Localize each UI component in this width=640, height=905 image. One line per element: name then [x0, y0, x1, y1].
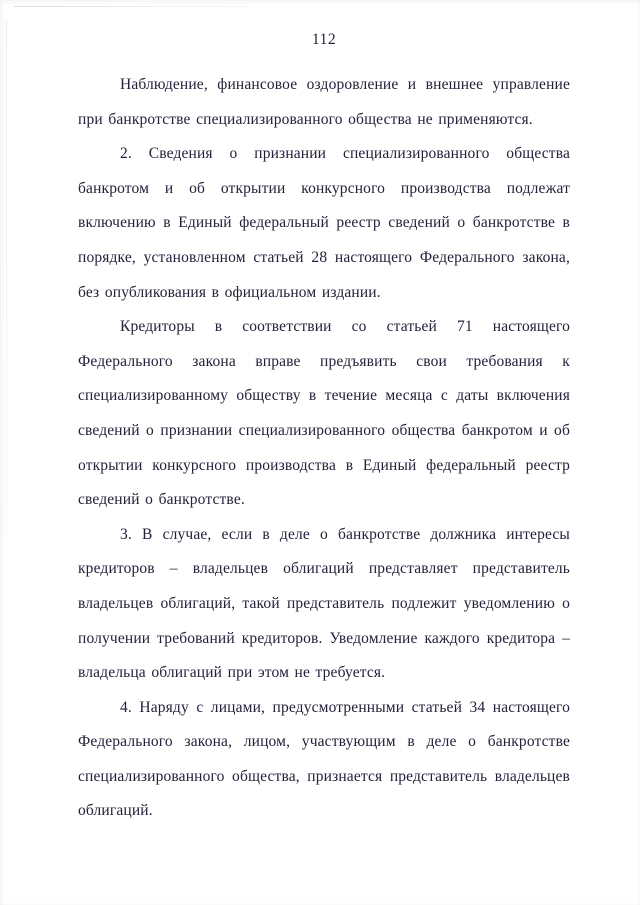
document-text-block [78, 68, 570, 829]
paragraph: Наблюдение, финансовое оздоровление и внешнее управление при банкротстве специализированного общества не применяются. [78, 76, 570, 128]
paragraph: 2. Сведения о признании специализированного общества банкротом и об открытии конкурсного производства подлежат включению в Единый федеральный реестр сведений о банкротстве в порядке, установленном статьей 28 настоящего Федерального закона, без опубликования в официальном издании. [78, 145, 570, 301]
paragraph: Кредиторы в соответствии со статьей 71 настоящего Федерального закона вправе предъявить свои требования к специализированному обществу в течение месяца с даты включения сведений о признании специализированного общества банкротом и об открытии конкурсного производства в Единый федеральный реестр сведений о банкротстве. [78, 318, 570, 509]
paragraph: 3. В случае, если в деле о банкротстве должника интересы кредиторов – владельцев облигаций представляет представитель владельцев облигаций, такой представитель подлежит уведомлению о получении требований кредиторов. Уведомление каждого кредитора – владельца облигаций при этом не требуется. [78, 525, 570, 682]
page-number: 112 [311, 31, 337, 48]
paragraph: 4. Наряду с лицами, предусмотренными статьей 34 настоящего Федерального закона, лицом, участвующим в деле о банкротстве специализированного общества, признается представитель владельцев облигаций. [78, 698, 570, 820]
